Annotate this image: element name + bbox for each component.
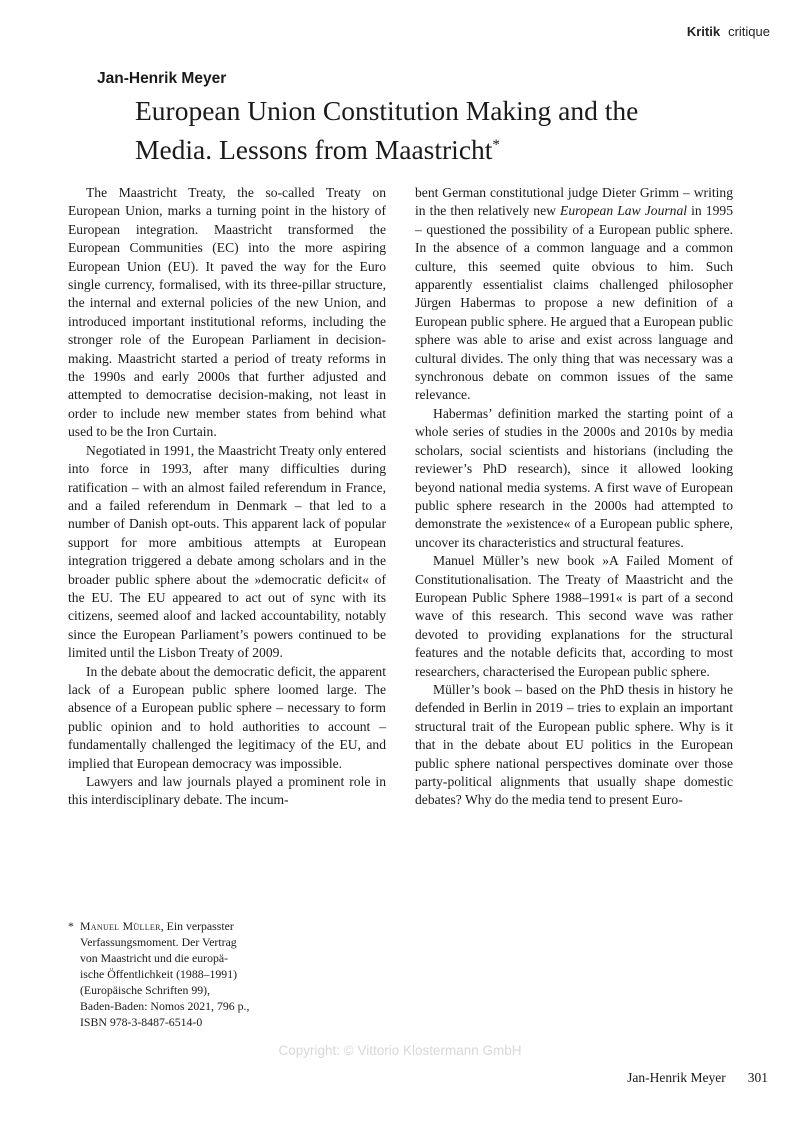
title-line-1: European Union Constitution Making and the bbox=[135, 95, 639, 126]
journal-name: European Law Journal bbox=[560, 203, 688, 219]
paragraph: Lawyers and law journals played a prominent role in this interdisciplinary debate. The incum- bbox=[68, 774, 386, 808]
running-head bbox=[687, 24, 770, 39]
paragraph: Müller’s book – based on the PhD thesis in history he defended in Berlin in 2019 – tries to explain an important structural trait of the European public sphere. Why is it that in the debate about EU politics in the European public sphere national perspectives dominate over those party-political alignments that usually shape domestic debates? Why do the media tend to present Euro- bbox=[415, 681, 733, 808]
footnote-line: (Europäische Schriften 99), bbox=[80, 983, 211, 997]
left-column bbox=[68, 184, 386, 810]
paragraph: In the debate about the democratic deficit, the apparent lack of a European public sphere loomed large. The absence of a European public sphere – necessary to form public opinion and to hold authorities to account – fundamentally challenged the legitimacy of the EU, and implied that European democracy was impossible. bbox=[68, 663, 386, 771]
section-label: Kritik bbox=[686, 24, 721, 39]
reviewed-book-author: Manuel Müller bbox=[80, 919, 161, 933]
article-author: Jan-Henrik Meyer bbox=[97, 70, 227, 87]
footnote-line: Baden-Baden: Nomos 2021, 796 p., bbox=[80, 999, 250, 1013]
text-run: in 1995 – questioned the possibility of a European public sphere. In the absence of a common language and a common culture, this seemed quite obvious to him. Such apparently essentialist claims challenged philosopher Jürgen Habermas to propose a new definition of a European public sphere. He argued that a European public sphere was able to arise and exist across language and cultural divides. The only thing that was necessary was a synchronous debate on common issues of the same relevance. bbox=[415, 203, 733, 403]
page-number: 301 bbox=[747, 1070, 768, 1085]
text-run: bent German constitutional judge Dieter Grimm – writing in the then relatively new bbox=[415, 185, 733, 219]
footer-author: Jan-Henrik Meyer bbox=[627, 1070, 726, 1085]
page-footer bbox=[627, 1070, 768, 1086]
paragraph: Negotiated in 1991, the Maastricht Treaty only entered into force in 1993, after many difficulties during ratification – with an almost failed referendum in France, and a failed referendum in Denmark – that led to a number of Danish opt-outs. This apparent lack of popular support for more ambitious attempts at European integration triggered a debate among scholars and in the broader public sphere about the »democratic deficit« of the EU. The EU appeared to act out of sync with its citizens, seemed aloof and lacked accountability, notably since the European Parliament’s powers continued to be limited until the Lisbon Treaty of 2009. bbox=[68, 442, 386, 661]
footnote-text bbox=[80, 918, 298, 1030]
article-title bbox=[135, 94, 755, 167]
footnote-line: ische Öffentlichkeit (1988–1991) bbox=[80, 967, 238, 981]
text-run: , Ein verpasster bbox=[160, 919, 234, 933]
right-column bbox=[415, 184, 733, 810]
title-note-mark: * bbox=[492, 137, 500, 153]
paragraph: Habermas’ definition marked the starting point of a whole series of studies in the 2000s and 2010s by media scholars, social scientists and historians (including the reviewer’s PhD research), since it allowed looking beyond national media systems. A first wave of European public sphere research in the 2000s had attempted to demonstrate the »existence« of a European public sphere, uncover its characteristics and structural features. bbox=[415, 405, 733, 550]
subsection-label: critique bbox=[728, 24, 770, 39]
footnote bbox=[68, 918, 298, 1030]
footnote-mark: * bbox=[68, 919, 74, 933]
title-line-2: Media. Lessons from Maastricht bbox=[135, 134, 493, 166]
footnote-line: von Maastricht und die europä- bbox=[80, 951, 229, 965]
paragraph: Manuel Müller’s new book »A Failed Moment of Constitutionalisation. The Treaty of Maastricht and the European Public Sphere 1988–1991« is part of a second wave of this research. This second wave was rather devoted to providing explanations for the structural features and the notable deficits that, according to most researchers, characterised the European public sphere. bbox=[415, 553, 733, 679]
paragraph: The Maastricht Treaty, the so-called Treaty on European Union, marks a turning point in the history of European integration. Maastricht transformed the European Communities (EC) into the more aspiring European Union (EU). It paved the way for the Euro single currency, formalised, with its three-pillar structure, the internal and external policies of the new Union, and introduced important institutional reforms, including the stronger role of the European Parliament in decision-making. Maastricht started a period of treaty reforms in the 1990s and early 2000s that further adjusted and attempted to democratise decision-making, not least in order to include new member states from behind what used to be the Iron Curtain. bbox=[68, 185, 386, 440]
paragraph-continued bbox=[415, 184, 733, 405]
footnote-line bbox=[80, 918, 298, 934]
footnote-line: Verfassungsmoment. Der Vertrag bbox=[80, 935, 237, 949]
footnote-line: ISBN 978-3-8487-6514-0 bbox=[80, 1015, 203, 1029]
copyright-watermark: Copyright: © Vittorio Klostermann GmbH bbox=[278, 1043, 522, 1058]
